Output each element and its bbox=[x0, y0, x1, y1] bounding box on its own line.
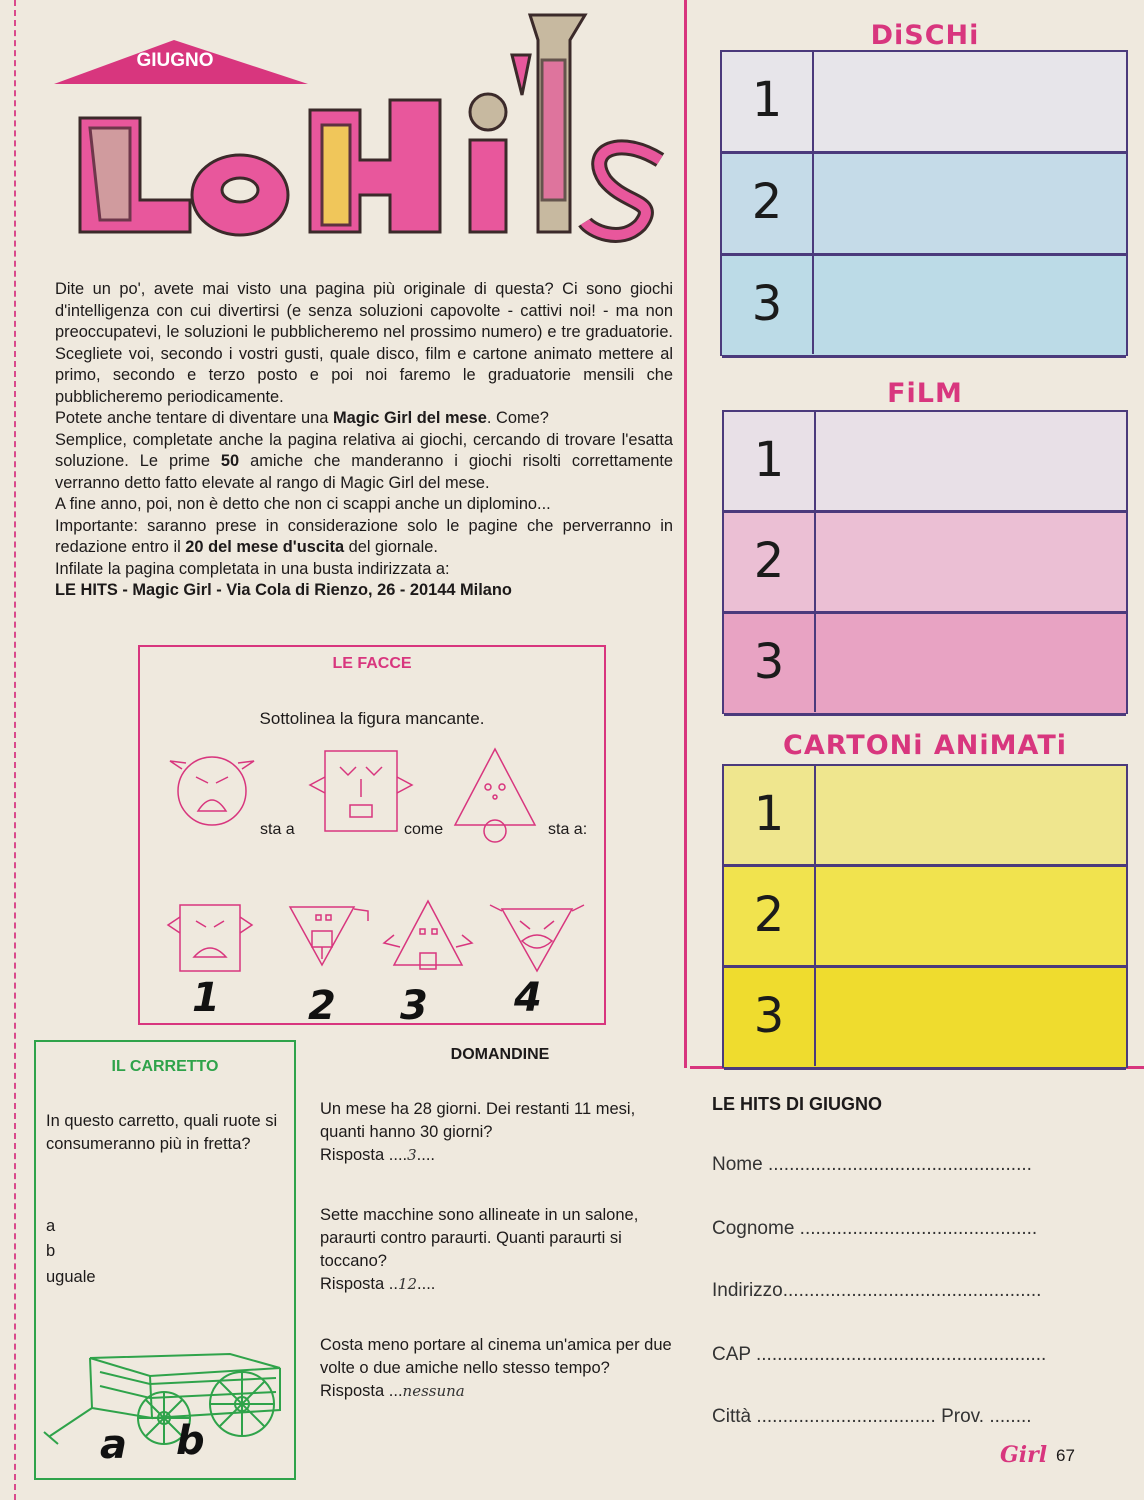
cognome-field[interactable]: Cognome ............................................. bbox=[712, 1218, 1038, 1239]
le-facce-title: LE FACCE bbox=[332, 655, 412, 672]
girl-brand-logo: Girl bbox=[1000, 1442, 1048, 1468]
rank-number: 1 bbox=[751, 72, 783, 128]
deadline-highlight: 20 del mese d'uscita bbox=[185, 538, 345, 556]
dischi-chart bbox=[720, 50, 1128, 356]
option-3-number[interactable]: 3 bbox=[400, 983, 428, 1029]
le-facce-puzzle bbox=[138, 645, 606, 1029]
perforation-edge bbox=[0, 0, 16, 1500]
mailing-address bbox=[55, 580, 673, 602]
option-4-face-icon bbox=[490, 905, 584, 971]
option-3-face-icon bbox=[384, 901, 472, 969]
option-1-number[interactable]: 1 bbox=[192, 975, 220, 1021]
option-2-number[interactable]: 2 bbox=[308, 983, 336, 1029]
cartoni-row-2[interactable] bbox=[724, 867, 1126, 968]
intro-paragraph-5 bbox=[55, 516, 673, 559]
wheel-b-icon bbox=[210, 1372, 274, 1436]
question-1 bbox=[320, 1098, 680, 1167]
question-1-text: Un mese ha 28 giorni. Dei restanti 11 mesi, quanti hanno 30 giorni? bbox=[320, 1100, 636, 1141]
intro-text bbox=[55, 279, 673, 602]
answer-3-value[interactable]: nessuna bbox=[402, 1382, 465, 1400]
dischi-row-3[interactable] bbox=[722, 256, 1126, 358]
le-facce-instruction: Sottolinea la figura mancante. bbox=[259, 709, 485, 728]
rank-number: 3 bbox=[751, 276, 783, 332]
choice-uguale[interactable]: uguale bbox=[46, 1268, 96, 1286]
intro-text-span: . Come? bbox=[486, 409, 549, 427]
magic-girl-highlight: Magic Girl del mese bbox=[332, 409, 487, 427]
rank-number: 2 bbox=[753, 887, 785, 943]
dischi-row-2[interactable] bbox=[722, 154, 1126, 256]
cap-field[interactable]: CAP ....................................................... bbox=[712, 1344, 1047, 1365]
answer-2-line[interactable]: Risposta ..12.... bbox=[320, 1275, 436, 1293]
sta-a-label: sta a bbox=[260, 821, 295, 838]
triangle-face-icon bbox=[455, 749, 535, 842]
cartoni-chart bbox=[722, 764, 1128, 1068]
choice-a[interactable]: a bbox=[46, 1217, 56, 1235]
answer-faces bbox=[158, 895, 588, 985]
cartoni-title: CARTONi ANiMATi bbox=[783, 730, 1067, 761]
question-3 bbox=[320, 1334, 680, 1403]
address-text: LE HITS - Magic Girl - Via Cola di Rienzo, 26 - 20144 Milano bbox=[55, 581, 512, 599]
film-title: FiLM bbox=[887, 378, 963, 409]
wheel-a-label: a bbox=[100, 1422, 127, 1468]
il-carretto-puzzle bbox=[34, 1040, 296, 1480]
option-4-number[interactable]: 4 bbox=[514, 975, 542, 1021]
dischi-row-1[interactable] bbox=[722, 52, 1126, 154]
option-1-face-icon bbox=[168, 905, 252, 971]
page-number: 67 bbox=[1056, 1446, 1075, 1465]
intro-paragraph-4: A fine anno, poi, non è detto che non ci scappi anche un diplomino... bbox=[55, 495, 551, 513]
question-2 bbox=[320, 1204, 680, 1296]
round-face-icon bbox=[170, 757, 254, 825]
dischi-title: DiSCHi bbox=[870, 20, 980, 51]
le-hits-logo bbox=[60, 0, 670, 250]
analogy-faces bbox=[160, 739, 590, 849]
answer-1-line[interactable]: Risposta ....3.... bbox=[320, 1146, 436, 1164]
rank-number: 2 bbox=[751, 174, 783, 230]
rank-separator bbox=[812, 52, 814, 354]
cartoni-row-3[interactable] bbox=[724, 968, 1126, 1070]
option-2-face-icon bbox=[290, 907, 368, 965]
wheel-b-label: b bbox=[176, 1418, 205, 1464]
nome-field[interactable]: Nome .................................................. bbox=[712, 1154, 1032, 1175]
rank-separator bbox=[814, 412, 816, 712]
answer-label: Risposta bbox=[320, 1275, 389, 1293]
rank-number: 3 bbox=[753, 988, 785, 1044]
answer-label: Risposta bbox=[320, 1146, 389, 1164]
intro-paragraph-2 bbox=[55, 408, 673, 430]
answer-label: Risposta bbox=[320, 1382, 389, 1400]
intro-text-span: amiche che manderanno i giochi risolti correttamente verranno detto fatto elevate al rango di Magic Girl del mese. bbox=[55, 452, 673, 492]
domandine-title: DOMANDINE bbox=[450, 1046, 550, 1063]
il-carretto-title: IL CARRETTO bbox=[111, 1058, 219, 1075]
film-row-1[interactable] bbox=[724, 412, 1126, 513]
intro-paragraph-3 bbox=[55, 430, 673, 495]
question-2-text: Sette macchine sono allineate in un salone, paraurti contro paraurti. Quanti paraurti si toccano? bbox=[320, 1206, 639, 1270]
answer-3-line[interactable]: Risposta ...nessuna bbox=[320, 1382, 465, 1400]
month-tag: GIUGNO bbox=[136, 50, 214, 71]
film-chart bbox=[722, 410, 1128, 714]
carretto-question: In questo carretto, quali ruote si consumeranno più in fretta? bbox=[46, 1112, 278, 1153]
answer-2-value[interactable]: 12 bbox=[397, 1275, 418, 1293]
intro-paragraph-6: Infilate la pagina completata in una busta indirizzata a: bbox=[55, 559, 450, 578]
logo-text: Le Hits bbox=[60, 0, 64, 1]
cartoni-row-1[interactable] bbox=[724, 766, 1126, 867]
form-title: LE HITS DI GIUGNO bbox=[712, 1094, 883, 1114]
film-row-2[interactable] bbox=[724, 513, 1126, 614]
cart-illustration bbox=[40, 1328, 294, 1458]
intro-text-span: Semplice, completate anche la pagina relativa ai giochi, cercando di trovare l'esatta soluzione. Le prime bbox=[55, 430, 673, 470]
rank-separator bbox=[814, 766, 816, 1066]
count-highlight: 50 bbox=[220, 452, 240, 470]
citta-prov-field[interactable]: Città .................................. Prov. ........ bbox=[712, 1406, 1032, 1427]
choice-b[interactable]: b bbox=[46, 1242, 56, 1260]
intro-paragraph-1: Dite un po', avete mai visto una pagina più originale di questa? Ci sono giochi d'intelligenza con cui divertirsi (e senza soluzioni capovolte - cattivi noi! - ma non preoccupatevi, le soluzioni le pubblicheremo nel prossimo numero) e tre graduatorie. Scegliete voi, secondo i vostri gusti, quale disco, film e cartone animato mettere al primo, secondo e terzo posto e poi noi faremo le graduatorie mensili che pubblicheremo periodicamente. bbox=[55, 280, 673, 406]
come-label: come bbox=[404, 821, 444, 838]
sta-a-label-2: sta a: bbox=[548, 821, 588, 838]
intro-text-span: Potete anche tentare di diventare una bbox=[55, 409, 333, 427]
rank-number: 1 bbox=[753, 786, 785, 842]
film-row-3[interactable] bbox=[724, 614, 1126, 716]
rank-number: 1 bbox=[753, 432, 785, 488]
answer-1-value[interactable]: 3 bbox=[407, 1146, 417, 1164]
intro-text-span: Importante: saranno prese in considerazione solo le pagine che perverranno in redazione entro il bbox=[55, 516, 673, 556]
column-divider bbox=[684, 0, 687, 1068]
rank-number: 3 bbox=[753, 634, 785, 690]
rank-number: 2 bbox=[753, 533, 785, 589]
intro-text-span: del giornale. bbox=[344, 538, 438, 556]
question-3-text: Costa meno portare al cinema un'amica per due volte o due amiche nello stesso tempo? bbox=[320, 1336, 672, 1377]
indirizzo-field[interactable]: Indirizzo................................................. bbox=[712, 1280, 1042, 1301]
square-face-icon bbox=[310, 751, 412, 831]
